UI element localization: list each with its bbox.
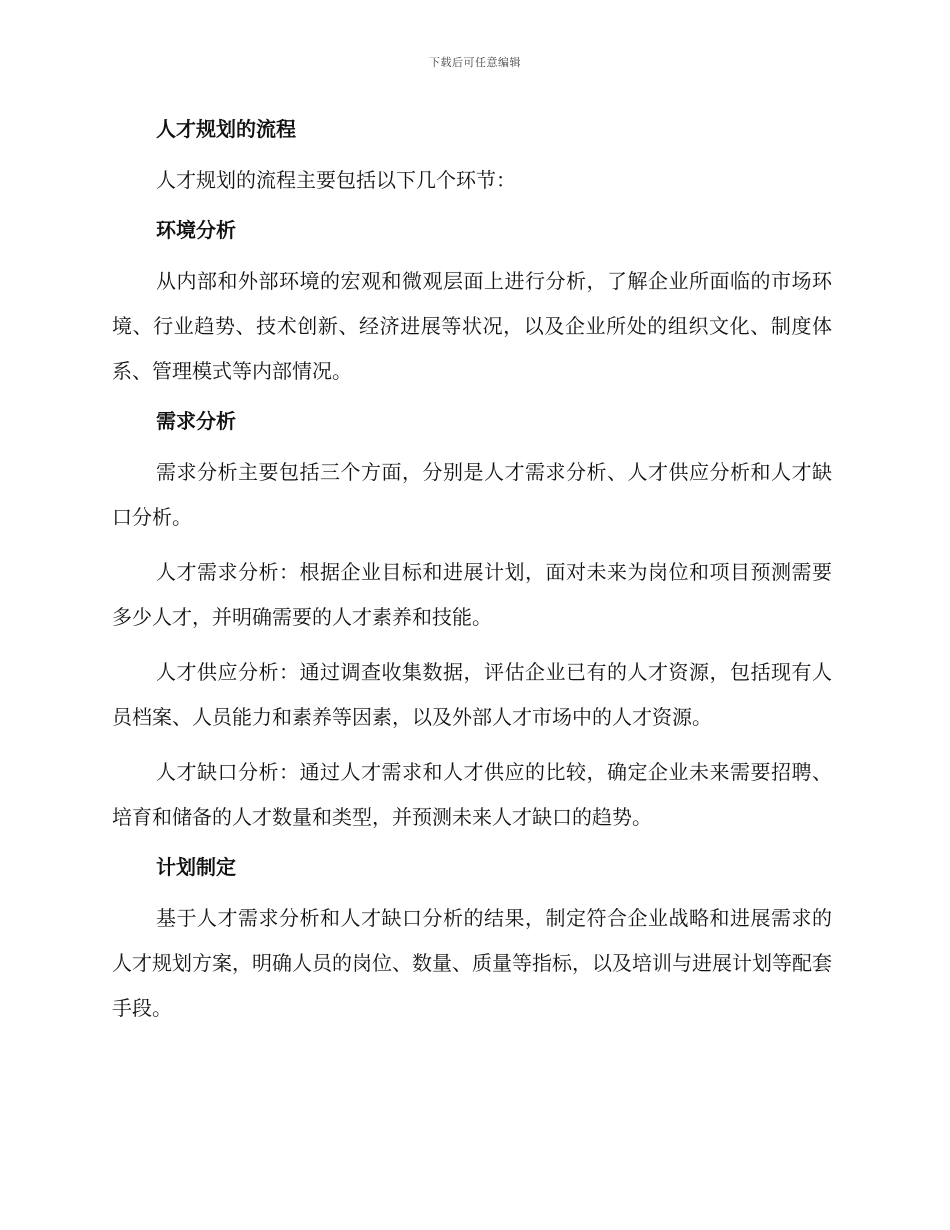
section-heading-environment: 环境分析 xyxy=(156,218,236,242)
demand-item-talent-gap: 人才缺口分析：通过人才需求和人才供应的比较，确定企业未来需要招聘、培育和储备的人才数量和类型，并预测未来人才缺口的趋势。 xyxy=(112,760,832,829)
document-title: 人才规划的流程 xyxy=(156,117,296,141)
demand-item-talent-supply: 人才供应分析：通过调查收集数据，评估企业已有的人才资源，包括现有人员档案、人员能力和素养等因素，以及外部人才市场中的人才资源。 xyxy=(112,660,832,729)
demand-item-talent-demand: 人才需求分析：根据企业目标和进展计划，面对未来为岗位和项目预测需要多少人才，并明确需要的人才素养和技能。 xyxy=(112,560,832,629)
section-heading-planning: 计划制定 xyxy=(156,855,236,879)
intro-paragraph: 人才规划的流程主要包括以下几个环节： xyxy=(156,168,516,192)
demand-paragraph: 需求分析主要包括三个方面，分别是人才需求分析、人才供应分析和人才缺口分析。 xyxy=(112,460,832,529)
header-note: 下载后可任意编辑 xyxy=(429,56,521,69)
environment-paragraph: 从内部和外部环境的宏观和微观层面上进行分析，了解企业所面临的市场环境、行业趋势、技术创新、经济进展等状况，以及企业所处的组织文化、制度体系、管理模式等内部情况。 xyxy=(112,269,832,383)
section-heading-demand: 需求分析 xyxy=(156,409,236,433)
document-body xyxy=(112,112,832,1031)
planning-paragraph: 基于人才需求分析和人才缺口分析的结果，制定符合企业战略和进展需求的人才规划方案，明确人员的岗位、数量、质量等指标，以及培训与进展计划等配套手段。 xyxy=(112,906,832,1020)
